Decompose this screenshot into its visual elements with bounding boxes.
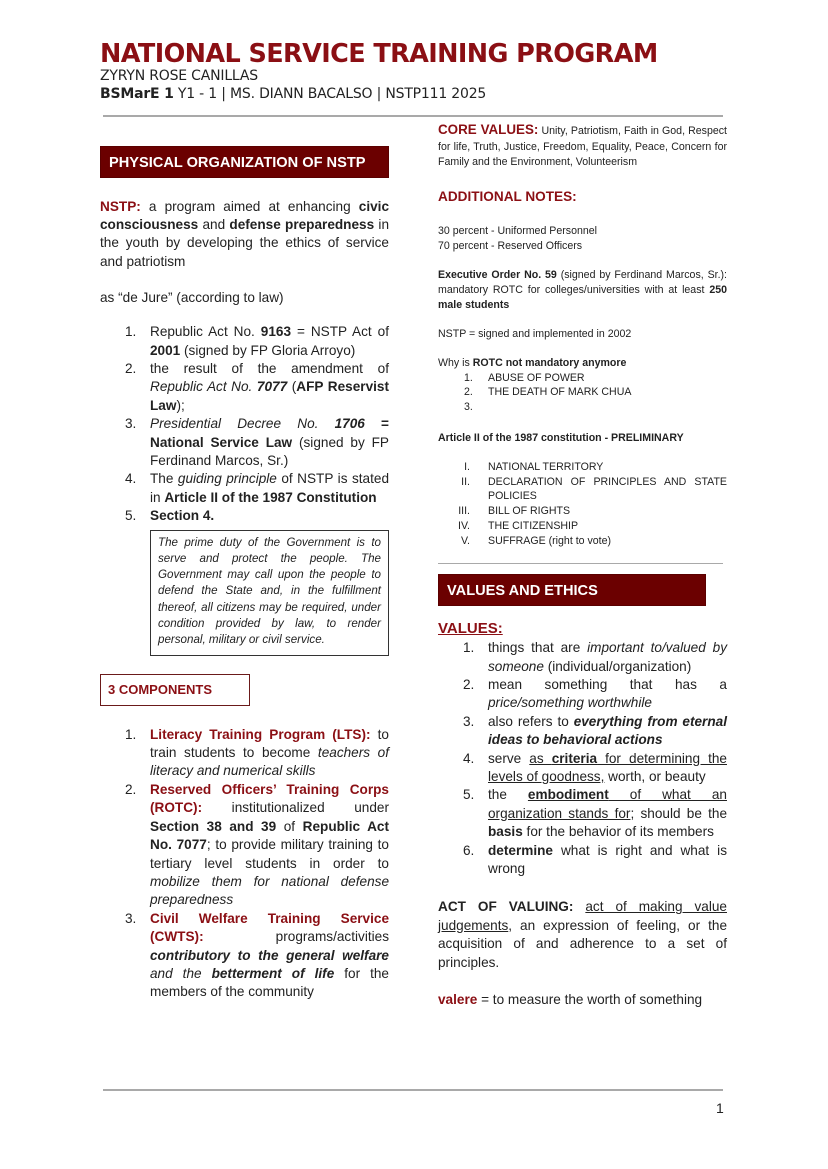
italic-text: guiding principle bbox=[177, 471, 277, 487]
list-number: 1. bbox=[463, 640, 475, 656]
text: Why is bbox=[438, 356, 473, 369]
bold-italic-text: everything from eternal ideas to behavioral actions bbox=[488, 713, 727, 748]
text: of NSTP is stated in bbox=[150, 471, 389, 505]
list-item bbox=[100, 726, 389, 781]
text: for the members of the community bbox=[150, 965, 389, 1000]
text: (individual/organization) bbox=[543, 658, 692, 674]
components-heading: 3 COMPONENTS bbox=[100, 674, 250, 706]
bold-text: Article II of the 1987 Constitution bbox=[164, 489, 377, 505]
text: BILL OF RIGHTS bbox=[488, 505, 571, 518]
component-name: Reserved Officers’ Training Corps (ROTC): bbox=[150, 781, 389, 816]
list-item bbox=[438, 504, 727, 519]
text: THE DEATH OF MARK CHUA bbox=[488, 386, 632, 399]
list-number: 6. bbox=[463, 842, 475, 858]
list-item bbox=[100, 360, 389, 415]
list-item bbox=[438, 400, 727, 415]
text: (signed by FP Gloria Arroyo) bbox=[180, 342, 356, 358]
bold-text: Republic Act No. 7077 bbox=[150, 818, 389, 853]
text: a program aimed at enhancing bbox=[140, 199, 359, 214]
nstp-definition bbox=[100, 198, 389, 271]
header-divider bbox=[103, 115, 723, 117]
list-number: 2. bbox=[125, 360, 137, 376]
valere-word: valere bbox=[438, 992, 478, 1008]
additional-notes-heading: ADDITIONAL NOTES: bbox=[438, 188, 577, 204]
list-number: 3. bbox=[125, 910, 137, 926]
section4-quote-box: The prime duty of the Government is to serve and protect the people. The Government may call upon the people to defend the State and, in the fulfillment thereof, all citizens may be required, under condition provided by law, to render personal, military or civil service. bbox=[150, 530, 389, 656]
text: NATIONAL TERRITORY bbox=[488, 460, 604, 473]
article-ii-heading: Article II of the 1987 constitution - PRELIMINARY bbox=[438, 431, 684, 444]
values-heading: VALUES: bbox=[438, 620, 503, 638]
component-name: Literacy Training Program (LTS): bbox=[150, 726, 371, 742]
text: ); bbox=[176, 397, 185, 413]
list-item bbox=[438, 519, 727, 534]
list-item bbox=[438, 842, 727, 879]
list-item bbox=[100, 323, 389, 360]
list-item bbox=[438, 460, 727, 475]
text: = NSTP Act of bbox=[291, 324, 389, 340]
course-meta bbox=[100, 85, 740, 103]
list-item bbox=[100, 415, 389, 470]
bold-text: 2001 bbox=[150, 342, 181, 358]
list-item bbox=[438, 676, 727, 713]
text: (signed by FP Ferdinand Marcos, Sr.) bbox=[150, 434, 389, 468]
bold-text: ROTC not mandatory anymore bbox=[472, 356, 627, 369]
core-values-text: Unity, Patriotism, Faith in God, Respect for life, Truth, Justice, Freedom, Equality, Peace, Concern for Family and the Environment, Volunteerism bbox=[438, 125, 727, 168]
list-number: 1. bbox=[125, 324, 137, 340]
bold-text: civic consciousness bbox=[100, 199, 389, 233]
text: programs/activities bbox=[203, 929, 389, 945]
list-number: 2. bbox=[464, 386, 473, 399]
list-item bbox=[438, 713, 727, 750]
valere-definition bbox=[438, 992, 727, 1007]
author-name: ZYRYN ROSE CANILLAS bbox=[100, 68, 258, 84]
bold-underlined-text: embodiment bbox=[527, 787, 609, 803]
page-number: 1 bbox=[716, 1100, 724, 1116]
why-reasons-list bbox=[438, 371, 727, 415]
nstp-signed-note: NSTP = signed and implemented in 2002 bbox=[438, 327, 632, 340]
bold-text: Section 38 and 39 bbox=[150, 818, 277, 834]
italic-text: Presidential Decree No. bbox=[150, 416, 335, 432]
left-column bbox=[100, 146, 389, 1002]
list-number: 2. bbox=[463, 676, 475, 692]
bold-text: basis bbox=[488, 824, 523, 840]
bold-text: = bbox=[364, 416, 389, 432]
text: DECLARATION OF PRINCIPLES AND STATE POLICIES bbox=[488, 475, 727, 503]
text: also refers to bbox=[488, 713, 574, 729]
list-number: III. bbox=[458, 505, 470, 518]
bold-text: Section 4. bbox=[150, 508, 215, 524]
text: ; to provide military training to tertiary level students in order to bbox=[150, 837, 389, 871]
list-number: 5. bbox=[125, 508, 137, 524]
bold-italic-text: 1706 bbox=[334, 416, 365, 432]
components-list bbox=[100, 726, 389, 1002]
text: the result of the amendment of bbox=[150, 360, 389, 376]
why-rotc-question bbox=[438, 356, 727, 371]
list-item bbox=[100, 507, 389, 525]
personnel-split bbox=[438, 224, 727, 254]
italic-text: price/something worthwhile bbox=[488, 695, 652, 711]
bold-text: determine bbox=[488, 842, 553, 858]
list-item bbox=[100, 910, 389, 1002]
laws-list bbox=[100, 323, 389, 525]
bold-text: ACT OF VALUING: bbox=[438, 899, 574, 915]
text: THE CITIZENSHIP bbox=[488, 520, 579, 533]
bold-text: National Service Law bbox=[150, 434, 293, 450]
text: what is right and what is wrong bbox=[488, 842, 727, 877]
bold-underlined-text: criteria bbox=[551, 750, 598, 766]
values-list bbox=[438, 639, 727, 878]
text: Republic Act No. bbox=[150, 324, 261, 340]
list-number: IV. bbox=[458, 520, 470, 533]
text: worth, or beauty bbox=[604, 769, 706, 785]
list-number: 1. bbox=[464, 371, 473, 384]
text: serve bbox=[488, 750, 530, 766]
underlined-text: act of making value judgements bbox=[438, 899, 727, 933]
bold-text: Executive Order No. 59 bbox=[438, 268, 557, 281]
bold-text: 250 male students bbox=[438, 283, 727, 311]
document-header bbox=[100, 40, 740, 103]
footer-divider bbox=[103, 1089, 723, 1091]
list-number: 4. bbox=[125, 471, 137, 487]
italic-text: important to/valued by someone bbox=[488, 640, 727, 674]
underlined-text: for determining the levels of goodness, bbox=[488, 750, 727, 785]
text: mean something that has a bbox=[488, 676, 727, 692]
text: (signed by Ferdinand Marcos, Sr.): mandatory ROTC for colleges/universities with at least bbox=[438, 268, 727, 296]
list-number: I. bbox=[464, 460, 470, 473]
section-banner-physical-organization: PHYSICAL ORGANIZATION OF NSTP bbox=[100, 146, 389, 178]
list-item bbox=[100, 470, 389, 507]
text: of bbox=[276, 818, 303, 834]
text bbox=[573, 899, 585, 914]
italic-text: and the bbox=[150, 965, 212, 981]
text: to train students to become bbox=[150, 726, 389, 761]
text: , an expression of feeling, or the acquisition of and adherence to a set of principles. bbox=[438, 917, 727, 970]
underlined-text: as bbox=[529, 750, 552, 766]
text: for the behavior of its members bbox=[522, 824, 714, 840]
list-number: V. bbox=[460, 534, 470, 547]
right-column bbox=[438, 122, 727, 1007]
bold-italic-text: contributory to the general welfare bbox=[150, 947, 389, 963]
list-number: 1. bbox=[125, 726, 137, 742]
list-number: 5. bbox=[463, 787, 475, 803]
text: and bbox=[198, 217, 230, 233]
core-values-label: CORE VALUES: bbox=[438, 122, 539, 137]
text: The bbox=[150, 471, 178, 487]
list-number: 4. bbox=[463, 750, 475, 766]
underlined-text: of what an organization stands for bbox=[488, 787, 727, 821]
list-item bbox=[100, 781, 389, 910]
text: things that are bbox=[488, 640, 588, 656]
text: institutionalized under bbox=[202, 800, 389, 816]
executive-order-note bbox=[438, 268, 727, 313]
list-item bbox=[438, 371, 727, 386]
bold-text: 9163 bbox=[260, 324, 292, 340]
list-number: 2. bbox=[125, 781, 137, 797]
bold-text: defense preparedness bbox=[229, 217, 375, 233]
list-number: 3. bbox=[125, 416, 137, 432]
bold-italic-text: betterment of life bbox=[211, 965, 335, 981]
text: SUFFRAGE (right to vote) bbox=[488, 534, 612, 547]
text: the bbox=[488, 787, 528, 803]
bold-text: AFP Reservist Law bbox=[150, 379, 389, 413]
list-number: 3. bbox=[464, 401, 473, 414]
de-jure-note: as “de Jure” (according to law) bbox=[100, 289, 284, 305]
list-item bbox=[438, 639, 727, 676]
nstp-label: NSTP: bbox=[100, 199, 141, 214]
core-values bbox=[438, 122, 727, 171]
section-banner-values-ethics: VALUES AND ETHICS bbox=[438, 574, 706, 606]
list-item bbox=[438, 475, 727, 505]
course-details: Y1 - 1 | MS. DIANN BACALSO | NSTP111 2025 bbox=[173, 86, 487, 102]
italic-text: Republic Act No. bbox=[150, 379, 257, 395]
list-number: 3. bbox=[463, 713, 475, 729]
section-divider bbox=[438, 563, 723, 565]
list-number: II. bbox=[461, 475, 470, 488]
text: ABUSE OF POWER bbox=[488, 371, 585, 384]
text: ; should be the bbox=[630, 805, 728, 821]
italic-text: teachers of literacy and numerical skills bbox=[150, 745, 389, 779]
document-title: NATIONAL SERVICE TRAINING PROGRAM bbox=[100, 39, 658, 69]
italic-text: mobilize them for national defense preparedness bbox=[150, 873, 389, 908]
split-line: 30 percent - Uniformed Personnel bbox=[438, 224, 597, 237]
text: in the youth by developing the ethics of service and patriotism bbox=[100, 217, 389, 269]
component-name: Civil Welfare Training Service (CWTS): bbox=[150, 910, 389, 945]
text: = to measure the worth of something bbox=[477, 992, 703, 1008]
text: ( bbox=[287, 379, 297, 395]
list-item bbox=[438, 786, 727, 841]
act-of-valuing bbox=[438, 898, 727, 972]
list-item bbox=[438, 750, 727, 787]
program-code: BSMarE 1 bbox=[100, 86, 174, 102]
split-line: 70 percent - Reserved Officers bbox=[438, 239, 583, 252]
article-ii-list bbox=[438, 460, 727, 549]
bold-italic-text: 7077 bbox=[256, 379, 288, 395]
list-item bbox=[438, 385, 727, 400]
list-item bbox=[438, 534, 727, 549]
